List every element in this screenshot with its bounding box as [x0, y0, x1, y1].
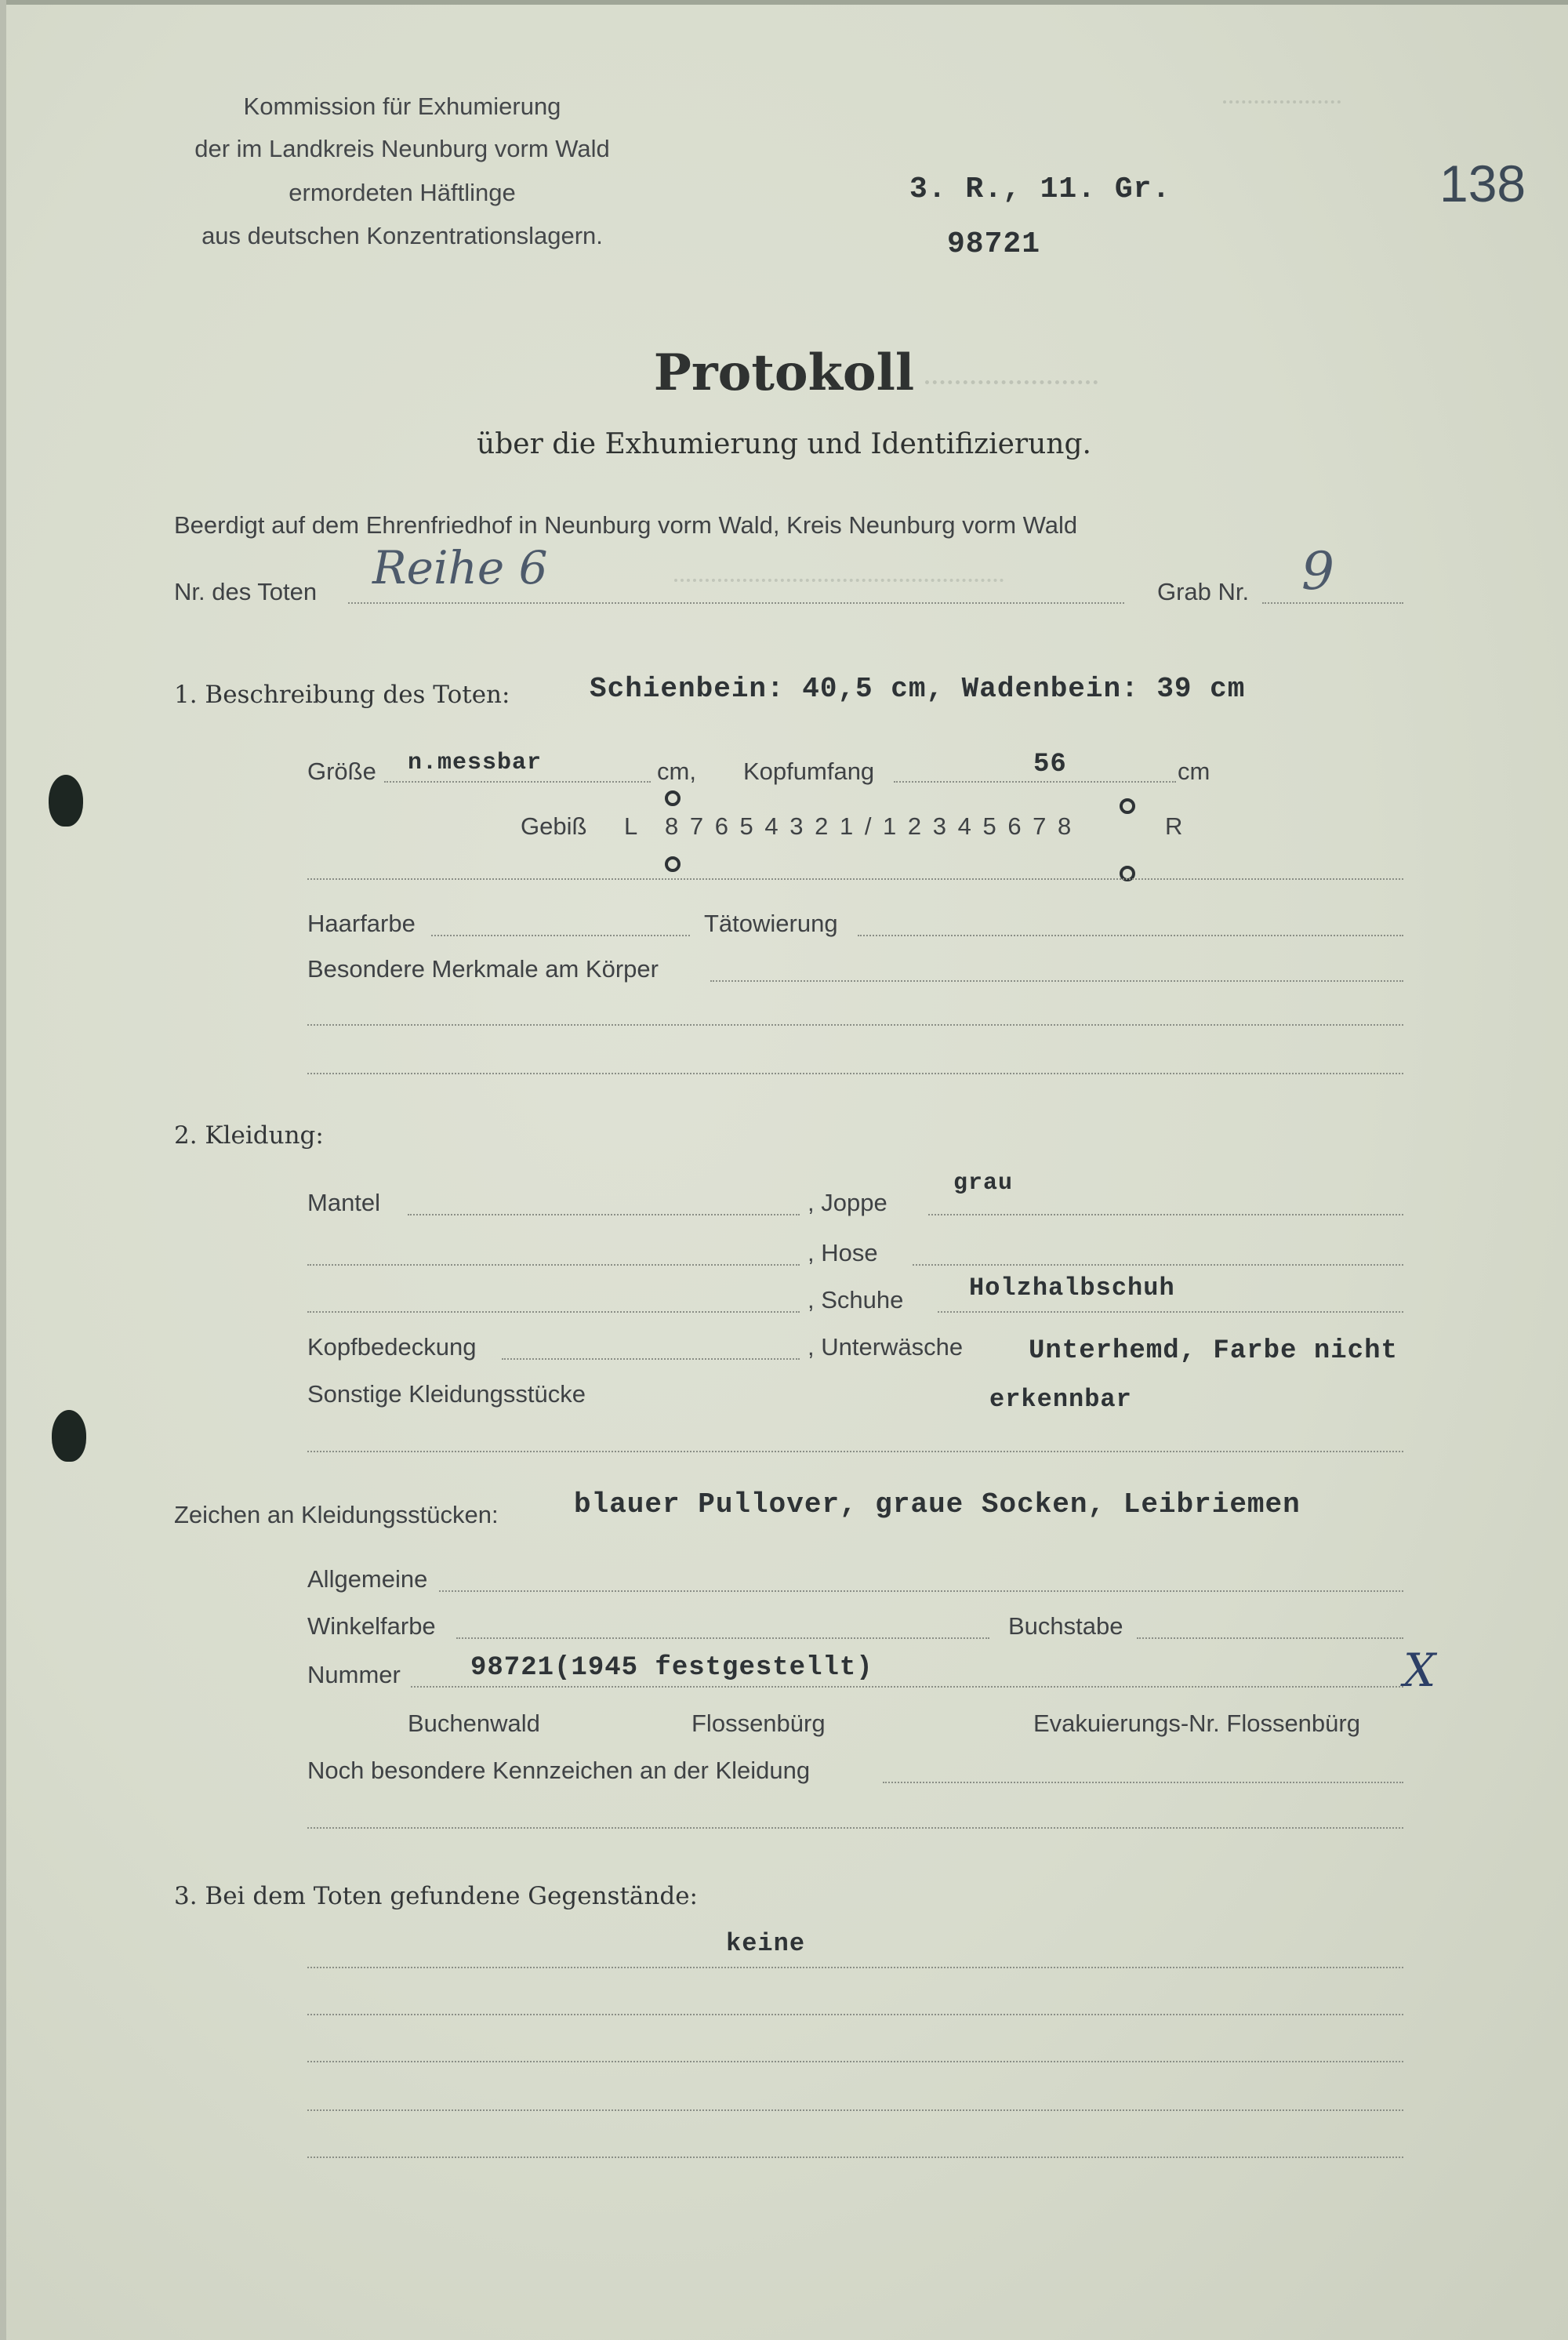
- shoes-line: [938, 1311, 1403, 1313]
- commission-line-1: Kommission für Exhumierung: [243, 93, 561, 120]
- other-marks-line: [883, 1782, 1403, 1783]
- underwear-value-line-2: erkennbar: [989, 1385, 1132, 1414]
- special-marks-line: [710, 980, 1403, 982]
- page-subtitle: über die Exhumierung und Identifizierung.: [477, 428, 1091, 460]
- number-value: 98721(1945 festgestellt): [470, 1653, 873, 1683]
- found-items-value: keine: [726, 1929, 806, 1958]
- page-title: Protokoll: [653, 343, 915, 402]
- typed-prisoner-number: 98721: [947, 227, 1041, 261]
- teeth-left-marker: L: [624, 812, 638, 840]
- headwear-line: [502, 1358, 800, 1360]
- found-items-line-1: [307, 1967, 1403, 1968]
- special-marks-line-3: [307, 1073, 1403, 1074]
- dead-nr-handwritten: Reihe 6: [372, 541, 548, 594]
- evacuation-nr-label: Evakuierungs-Nr. Flossenbürg: [1033, 1710, 1360, 1737]
- underwear-value-line-1: Unterhemd, Farbe nicht: [1029, 1336, 1398, 1366]
- tooth-mark-circle: [666, 792, 679, 805]
- buchenwald-label: Buchenwald: [408, 1710, 540, 1737]
- head-circumference-label: Kopfumfang: [743, 758, 875, 785]
- general-label: Allgemeine: [307, 1565, 428, 1593]
- number-line: [411, 1686, 1403, 1688]
- teeth-chart: 8 7 6 5 4 3 2 1 / 1 2 3 4 5 6 7 8: [665, 812, 1074, 840]
- other-marks-label: Noch besondere Kennzeichen an der Kleidung: [307, 1757, 811, 1784]
- check-mark: X: [1403, 1644, 1436, 1697]
- jacket-value: grau: [953, 1170, 1014, 1197]
- other-marks-line-2: [307, 1827, 1403, 1829]
- head-circumference-unit: cm: [1178, 758, 1210, 785]
- commission-line-2: der im Landkreis Neunburg vorm Wald: [194, 135, 610, 162]
- angle-color-label: Winkelfarbe: [307, 1612, 436, 1640]
- grave-nr-handwritten: 9: [1301, 541, 1334, 601]
- tooth-mark-circle: [1121, 800, 1134, 812]
- tattoo-line: [858, 935, 1403, 936]
- trousers-line: [913, 1264, 1403, 1266]
- grave-nr-label: Grab Nr.: [1157, 578, 1250, 605]
- other-clothing-label: Sonstige Kleidungsstücke: [307, 1380, 586, 1408]
- commission-line-3: ermordeten Häftlinge: [289, 179, 516, 206]
- trousers-label: , Hose: [808, 1239, 878, 1266]
- head-circumference-value: 56: [1033, 750, 1067, 779]
- clothing-marks-label: Zeichen an Kleidungsstücken:: [174, 1501, 499, 1528]
- shoes-label: , Schuhe: [808, 1286, 904, 1314]
- other-clothing-line: [307, 1451, 1403, 1452]
- coat-line: [408, 1214, 800, 1215]
- shoes-left-line: [307, 1311, 800, 1313]
- clothing-marks-value: blauer Pullover, graue Socken, Leibriemen: [574, 1488, 1301, 1521]
- punch-hole-bottom: [52, 1410, 86, 1462]
- number-label: Nummer: [307, 1661, 401, 1688]
- section-2-heading: 2. Kleidung:: [174, 1121, 324, 1150]
- hair-color-line: [431, 935, 690, 936]
- teeth-right-marker: R: [1165, 812, 1183, 840]
- jacket-line: [928, 1214, 1403, 1215]
- trousers-left-line: [307, 1264, 800, 1266]
- found-items-line-4: [307, 2109, 1403, 2111]
- typed-bone-measurements: Schienbein: 40,5 cm, Wadenbein: 39 cm: [590, 673, 1246, 705]
- letter-line: [1137, 1637, 1403, 1639]
- burial-location: Beerdigt auf dem Ehrenfriedhof in Neunburg vorm Wald, Kreis Neunburg vorm Wald: [174, 511, 1078, 539]
- flossenburg-label: Flossenbürg: [691, 1710, 826, 1737]
- teeth-markings: [0, 0, 1568, 941]
- tattoo-label: Tätowierung: [704, 910, 838, 937]
- letter-label: Buchstabe: [1008, 1612, 1123, 1640]
- section-3-heading: 3. Bei dem Toten gefundene Gegenstände:: [174, 1882, 698, 1910]
- jacket-label: , Joppe: [808, 1189, 887, 1216]
- tooth-mark-circle: [666, 858, 679, 870]
- underwear-label: , Unterwäsche: [808, 1333, 964, 1361]
- special-marks-label: Besondere Merkmale am Körper: [307, 955, 659, 983]
- angle-color-line: [456, 1637, 989, 1639]
- dead-nr-label: Nr. des Toten: [174, 578, 318, 605]
- headwear-label: Kopfbedeckung: [307, 1333, 477, 1361]
- found-items-line-5: [307, 2157, 1403, 2158]
- page-number: 138: [1439, 154, 1526, 213]
- coat-label: Mantel: [307, 1189, 381, 1216]
- typed-reference: 3. R., 11. Gr.: [909, 173, 1171, 206]
- hair-color-label: Haarfarbe: [307, 910, 416, 937]
- size-label: Größe: [307, 758, 376, 785]
- general-line: [439, 1590, 1403, 1592]
- section-1-heading: 1. Beschreibung des Toten:: [174, 681, 510, 709]
- teeth-label: Gebiß: [521, 812, 587, 840]
- size-value: n.messbar: [408, 750, 543, 776]
- special-marks-line-2: [307, 1024, 1403, 1026]
- found-items-line-3: [307, 2061, 1403, 2062]
- teeth-extra-line: [307, 878, 1403, 880]
- shoes-value: Holzhalbschuh: [969, 1274, 1175, 1303]
- size-unit: cm,: [657, 758, 696, 785]
- commission-line-4: aus deutschen Konzentrationslagern.: [201, 222, 603, 249]
- found-items-line-2: [307, 2014, 1403, 2015]
